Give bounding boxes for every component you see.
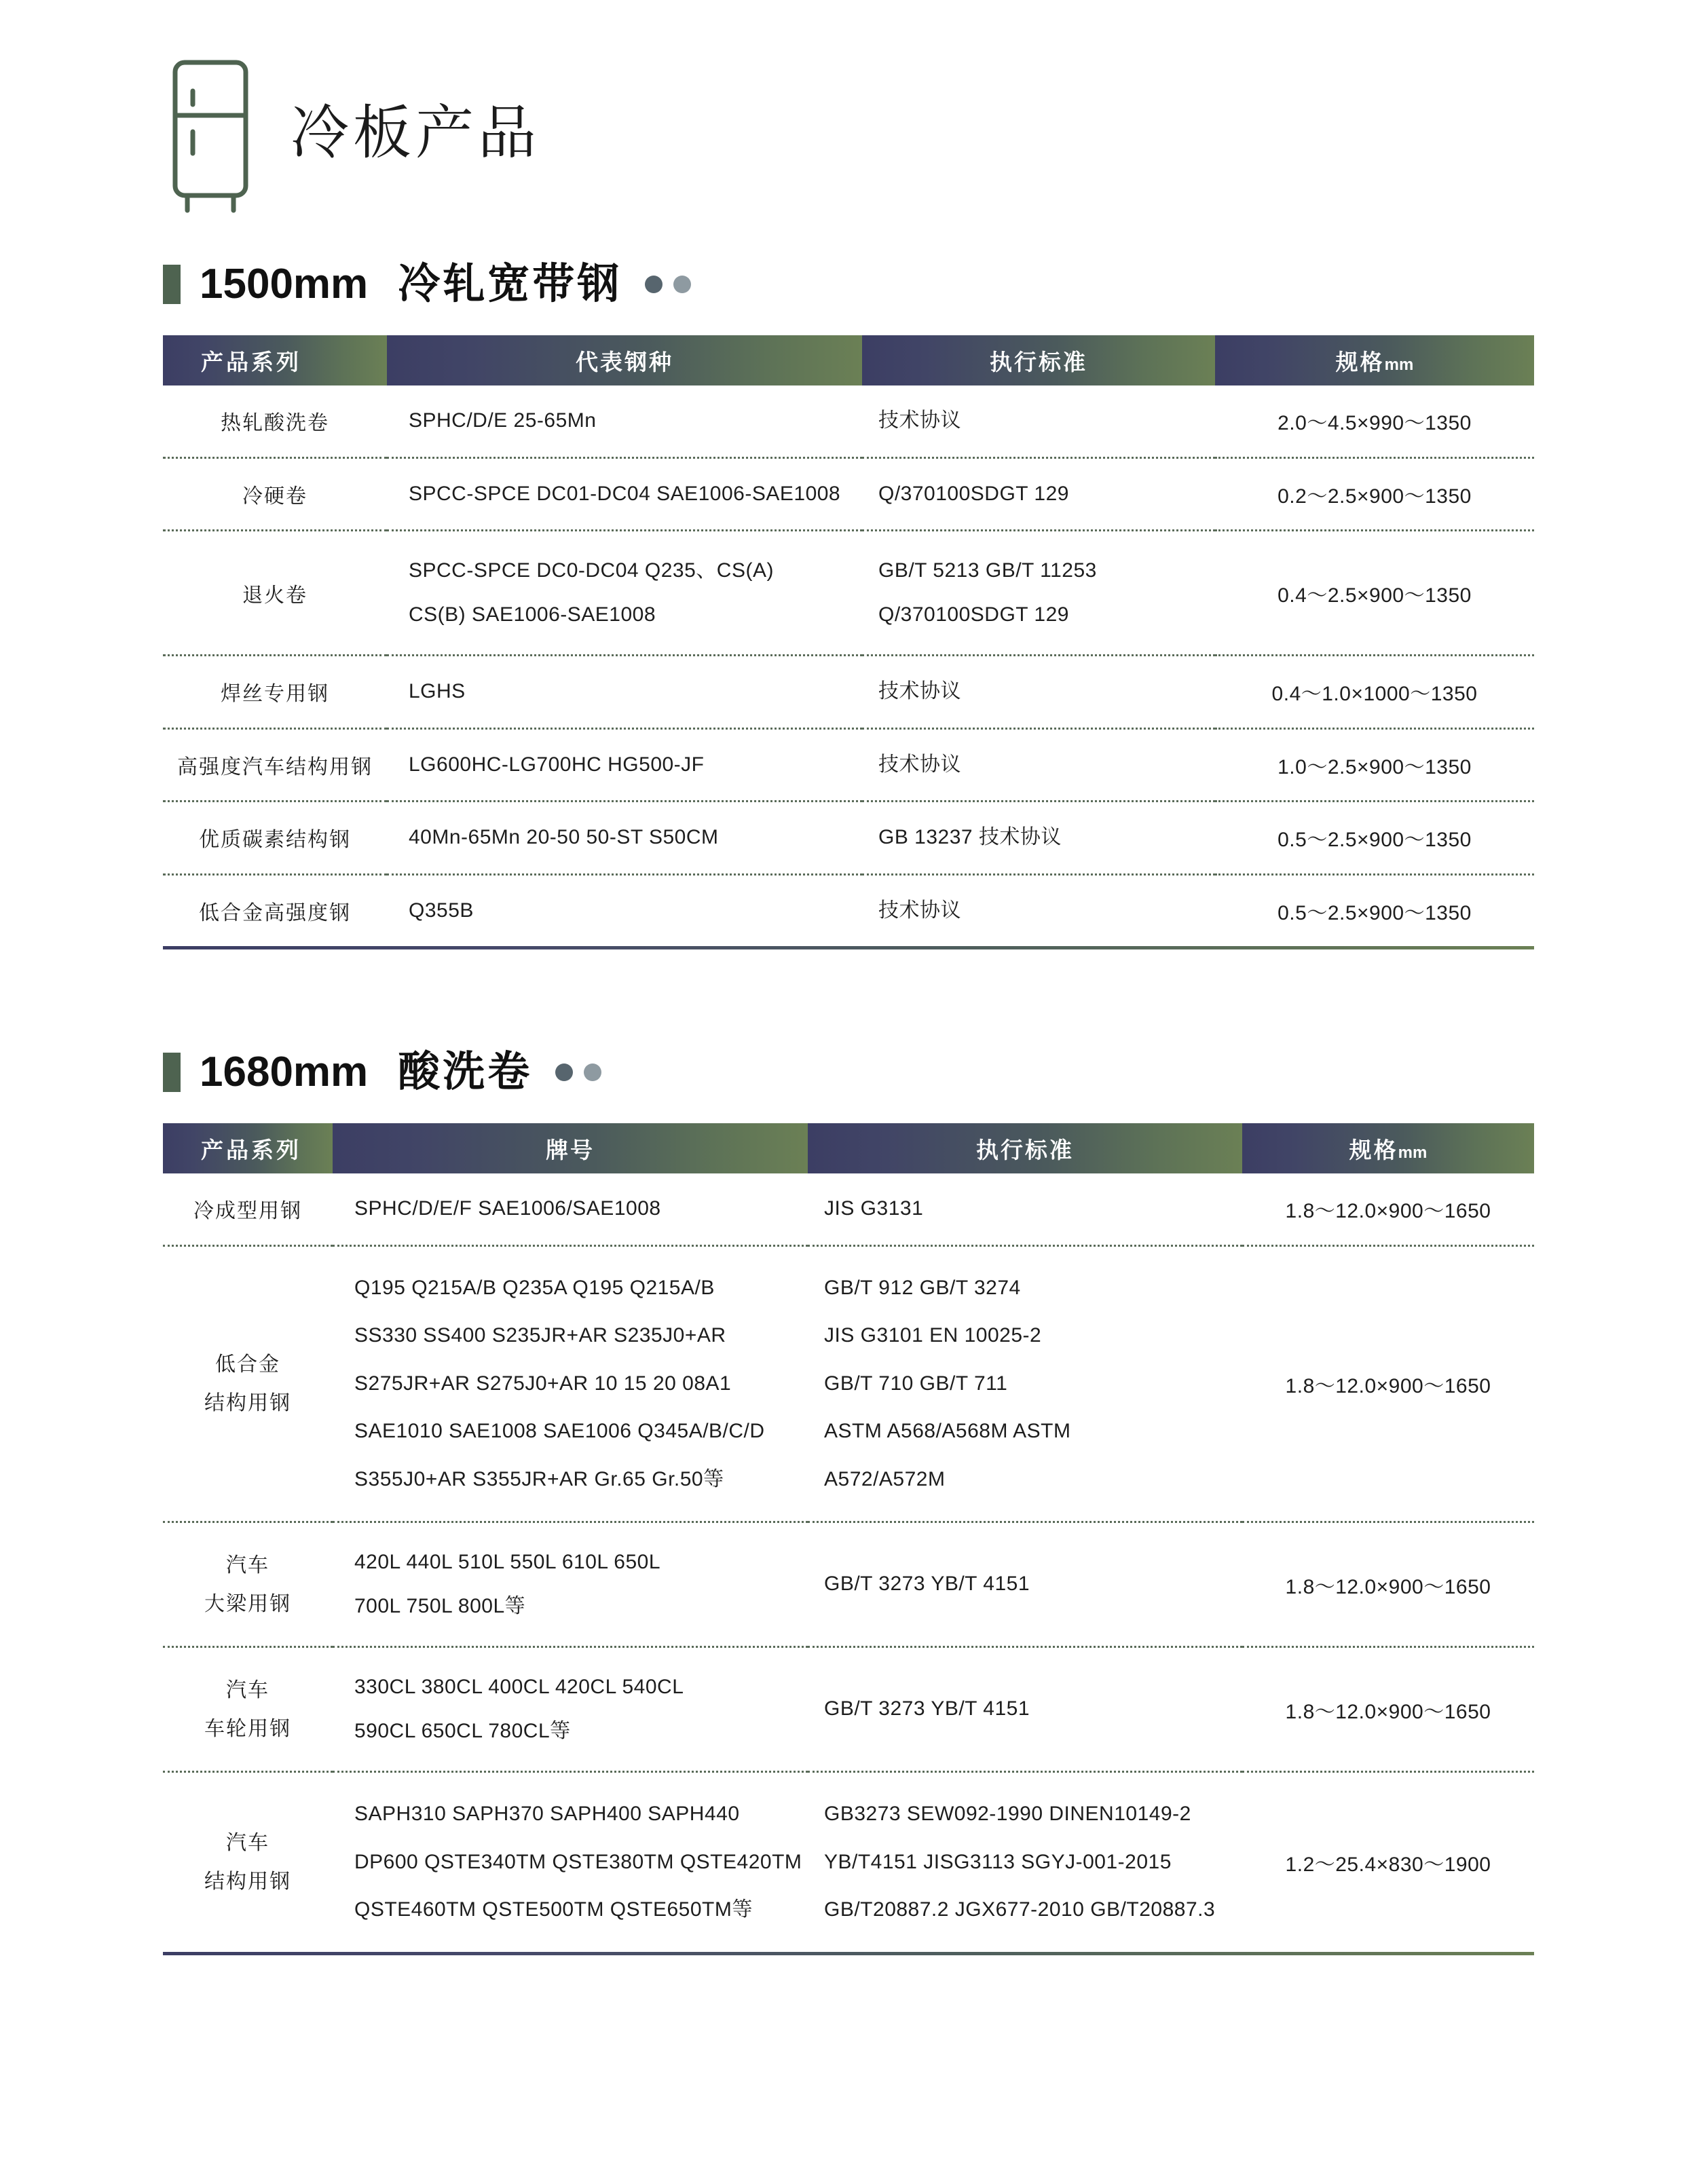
- cell-standard: 技术协议: [862, 728, 1215, 802]
- section-accent-bar: [163, 265, 181, 304]
- cell-standard: [808, 1772, 1242, 1952]
- cell-standard: 技术协议: [862, 385, 1215, 457]
- section-name-label: 酸洗卷: [398, 1049, 533, 1095]
- page-title: 冷板产品: [291, 100, 540, 166]
- cell-spec: 0.2～2.5×900～1350: [1215, 457, 1534, 531]
- decorative-dots: [645, 276, 691, 293]
- column-header-grade: 代表钢种: [387, 335, 862, 385]
- section-heading: [0, 1051, 1697, 1093]
- cell-standard-line: GB/T 912 GB/T 3274: [824, 1276, 1021, 1299]
- column-header-standard: 执行标准: [808, 1123, 1242, 1173]
- cell-grade: 40Mn-65Mn 20-50 50-ST S50CM: [387, 802, 862, 875]
- cell-grade-line: 420L 440L 510L 550L 610L 650L: [354, 1551, 661, 1573]
- column-header-brand: 牌号: [333, 1123, 808, 1173]
- cell-standard: GB/T 3273 YB/T 4151: [808, 1522, 1242, 1647]
- cell-series: 低合金高强度钢: [199, 901, 351, 924]
- cell-grade-line: SS330 SS400 S235JR+AR S235J0+AR: [354, 1324, 726, 1347]
- column-header-spec: 规格mm: [1215, 335, 1534, 385]
- cell-grade: [333, 1647, 808, 1772]
- refrigerator-icon: [163, 53, 265, 223]
- cell-grade-line: DP600 QSTE340TM QSTE380TM QSTE420TM: [354, 1850, 802, 1873]
- cell-spec: 0.5～2.5×900～1350: [1278, 901, 1472, 924]
- table-header-row: [163, 335, 1534, 385]
- table-row: [163, 728, 1534, 802]
- cell-grade: LG600HC-LG700HC HG500-JF: [387, 728, 862, 802]
- cell-grade: [333, 1245, 808, 1522]
- column-header-series: 产品系列: [163, 1123, 333, 1173]
- product-table-1500: [163, 335, 1534, 946]
- section-heading: [0, 263, 1697, 305]
- page-header: [0, 0, 1697, 223]
- cell-series: [163, 1647, 333, 1772]
- cell-standard-line: ASTM A568/A568M ASTM: [824, 1420, 1071, 1442]
- cell-spec: 1.8～12.0×900～1650: [1242, 1647, 1534, 1772]
- cell-standard: JIS G3131: [808, 1173, 1242, 1245]
- table-row: [163, 656, 1534, 729]
- cell-grade-line: QSTE460TM QSTE500TM QSTE650TM等: [354, 1898, 753, 1921]
- cell-standard: [862, 531, 1215, 656]
- cell-spec: 0.4～2.5×900～1350: [1215, 531, 1534, 656]
- dot-icon: [673, 276, 691, 293]
- cell-grade: SPHC/D/E/F SAE1006/SAE1008: [333, 1173, 808, 1245]
- table-bottom-rule: [163, 946, 1534, 949]
- cell-grade-line: 590CL 650CL 780CL等: [354, 1719, 571, 1742]
- table-row: [163, 1772, 1534, 1952]
- cell-series: 退火卷: [163, 531, 387, 656]
- cell-series-line: 结构用钢: [204, 1391, 291, 1414]
- cell-series-line: 结构用钢: [204, 1870, 291, 1893]
- product-table-1680: [163, 1123, 1534, 1952]
- cell-grade: SPCC-SPCE DC01-DC04 SAE1006-SAE1008: [387, 457, 862, 531]
- cell-grade-line: S275JR+AR S275J0+AR 10 15 20 08A1: [354, 1372, 732, 1395]
- cell-grade-line: CS(B) SAE1006-SAE1008: [409, 603, 656, 626]
- cell-grade: [333, 1772, 808, 1952]
- section-1500mm: [0, 263, 1697, 949]
- cell-standard-line: YB/T4151 JISG3113 SGYJ-001-2015: [824, 1850, 1172, 1873]
- decorative-dots: [555, 1063, 601, 1081]
- cell-grade-line: SAPH310 SAPH370 SAPH400 SAPH440: [354, 1803, 740, 1825]
- table-row: [163, 1647, 1534, 1772]
- dot-icon: [645, 276, 663, 293]
- section-name-label: 冷轧宽带钢: [398, 261, 622, 307]
- cell-series: [163, 1522, 333, 1647]
- cell-spec: 1.8～12.0×900～1650: [1242, 1522, 1534, 1647]
- cell-grade: SPHC/D/E 25-65Mn: [387, 385, 862, 457]
- cell-spec: 1.2～25.4×830～1900: [1285, 1853, 1491, 1876]
- cell-grade-line: Q195 Q215A/B Q235A Q195 Q215A/B: [354, 1276, 715, 1299]
- column-header-standard: 执行标准: [862, 335, 1215, 385]
- cell-series: 冷成型用钢: [163, 1173, 333, 1245]
- table-row: [163, 457, 1534, 531]
- cell-grade: [387, 531, 862, 656]
- cell-series-line: 车轮用钢: [204, 1717, 291, 1740]
- section-size-label: 1500mm: [200, 261, 369, 307]
- cell-grade-line: SPCC-SPCE DC0-DC04 Q235、CS(A): [409, 559, 774, 582]
- column-header-spec: 规格mm: [1242, 1123, 1534, 1173]
- table-row: [163, 802, 1534, 875]
- cell-grade: Q355B: [409, 899, 474, 922]
- table-row: [163, 1173, 1534, 1245]
- table-wrapper-2: [163, 1123, 1534, 1955]
- cell-standard-line: GB/T 710 GB/T 711: [824, 1372, 1008, 1395]
- cell-spec: 1.8～12.0×900～1650: [1242, 1173, 1534, 1245]
- table-row: [163, 1245, 1534, 1522]
- cell-standard-line: GB3273 SEW092-1990 DINEN10149-2: [824, 1803, 1191, 1825]
- cell-standard: GB 13237 技术协议: [862, 802, 1215, 875]
- section-size-label: 1680mm: [200, 1049, 369, 1095]
- cell-series: 热轧酸洗卷: [163, 385, 387, 457]
- cell-standard-line: GB/T20887.2 JGX677-2010 GB/T20887.3: [824, 1898, 1216, 1921]
- cell-series-line: 汽车: [226, 1554, 269, 1577]
- cell-series: 焊丝专用钢: [163, 656, 387, 729]
- cell-standard: GB/T 3273 YB/T 4151: [808, 1647, 1242, 1772]
- dot-icon: [555, 1063, 573, 1081]
- cell-spec: 0.4～1.0×1000～1350: [1215, 656, 1534, 729]
- cell-series: [163, 1245, 333, 1522]
- cell-spec: 2.0～4.5×990～1350: [1215, 385, 1534, 457]
- cell-standard: [808, 1245, 1242, 1522]
- cell-standard: 技术协议: [878, 899, 961, 922]
- table-row: [163, 1522, 1534, 1647]
- section-1680mm: [0, 1051, 1697, 1955]
- cell-spec: 0.5～2.5×900～1350: [1215, 802, 1534, 875]
- cell-grade-line: 330CL 380CL 400CL 420CL 540CL: [354, 1676, 684, 1698]
- cell-series-line: 低合金: [215, 1353, 280, 1376]
- table-header-row: [163, 1123, 1534, 1173]
- cell-standard: 技术协议: [862, 656, 1215, 729]
- section-accent-bar: [163, 1053, 181, 1092]
- cell-grade-line: SAE1010 SAE1008 SAE1006 Q345A/B/C/D: [354, 1420, 765, 1442]
- cell-standard-line: A572/A572M: [824, 1467, 946, 1490]
- cell-series: 冷硬卷: [163, 457, 387, 531]
- cell-grade: LGHS: [387, 656, 862, 729]
- dot-icon: [584, 1063, 601, 1081]
- cell-series: [163, 1772, 333, 1952]
- table-row: [163, 385, 1534, 457]
- cell-standard: Q/370100SDGT 129: [862, 457, 1215, 531]
- cell-standard-line: Q/370100SDGT 129: [878, 603, 1069, 626]
- cell-grade-line: S355J0+AR S355JR+AR Gr.65 Gr.50等: [354, 1467, 724, 1490]
- cell-series: 优质碳素结构钢: [163, 802, 387, 875]
- cell-grade: [333, 1522, 808, 1647]
- table-bottom-rule: [163, 1952, 1534, 1955]
- table-row: [163, 531, 1534, 656]
- cell-series-line: 汽车: [226, 1678, 269, 1701]
- column-header-series: 产品系列: [163, 335, 387, 385]
- table-row: [163, 874, 1534, 946]
- cell-grade-line: 700L 750L 800L等: [354, 1594, 526, 1617]
- cell-series-line: 汽车: [226, 1831, 269, 1854]
- cell-series: 高强度汽车结构用钢: [163, 728, 387, 802]
- cell-spec: 1.0～2.5×900～1350: [1215, 728, 1534, 802]
- cell-spec: 1.8～12.0×900～1650: [1242, 1245, 1534, 1522]
- table-wrapper-1: [163, 335, 1534, 949]
- cell-series-line: 大梁用钢: [204, 1592, 291, 1615]
- cell-standard-line: GB/T 5213 GB/T 11253: [878, 559, 1097, 582]
- cell-standard-line: JIS G3101 EN 10025-2: [824, 1324, 1042, 1347]
